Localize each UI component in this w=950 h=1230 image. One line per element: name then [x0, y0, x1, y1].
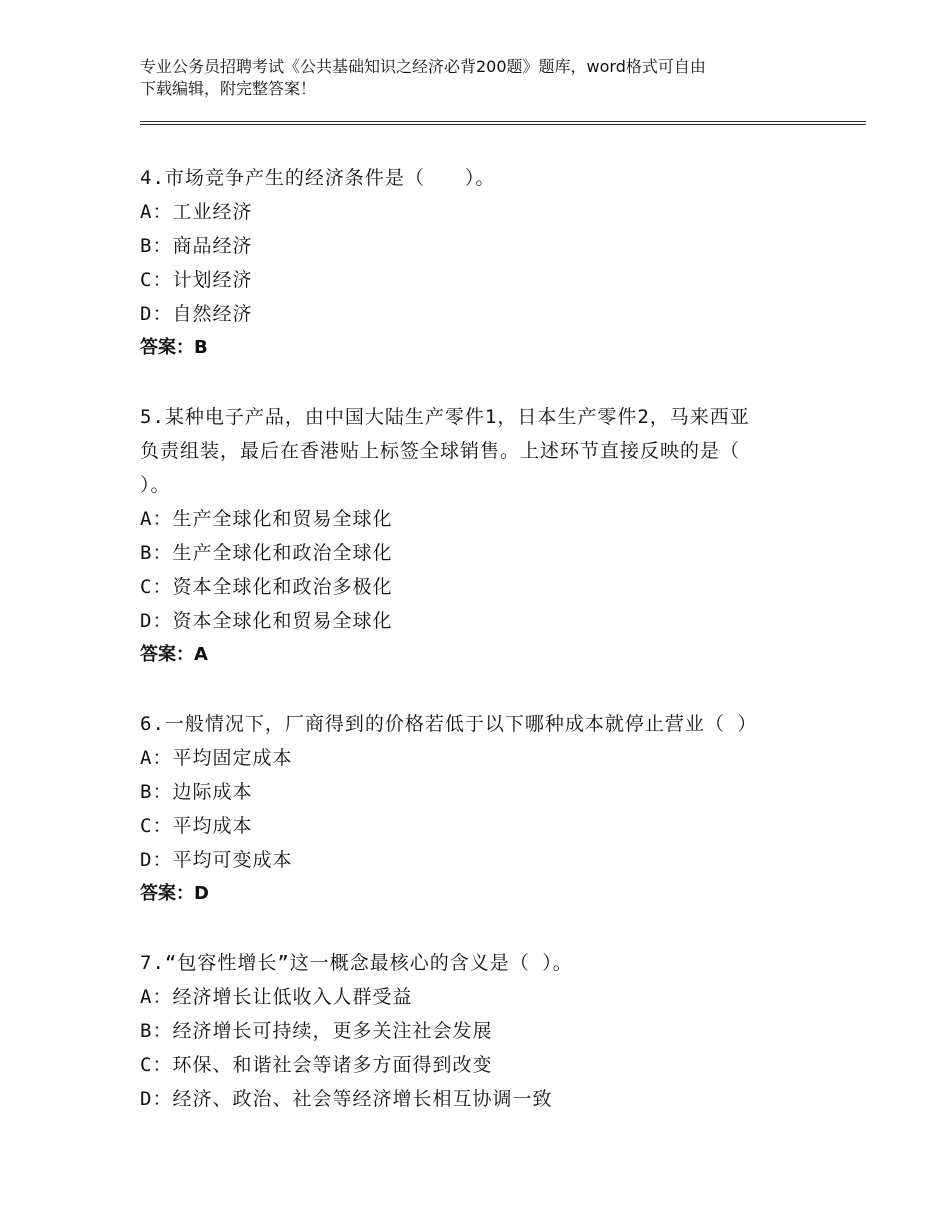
- header-divider-top: [140, 121, 866, 122]
- header-line-1: 专业公务员招聘考试《公共基础知识之经济必背200题》题库，word格式可自由: [140, 57, 706, 76]
- option-b: B：商品经济: [140, 235, 253, 257]
- option-d: D：资本全球化和贸易全球化: [140, 610, 393, 632]
- question-4: [140, 161, 820, 365]
- header-line-2: 下载编辑，附完整答案！: [140, 79, 317, 98]
- option-b: B：边际成本: [140, 781, 253, 803]
- question-stem: 7.“包容性增长”这一概念最核心的含义是（ ）。: [140, 952, 573, 974]
- option-d: D：经济、政治、社会等经济增长相互协调一致: [140, 1088, 553, 1110]
- option-c: C：计划经济: [140, 269, 253, 291]
- option-d: D：自然经济: [140, 303, 253, 325]
- option-d: D：平均可变成本: [140, 849, 293, 871]
- option-a: A：经济增长让低收入人群受益: [140, 986, 413, 1008]
- option-b: B：生产全球化和政治全球化: [140, 542, 393, 564]
- answer-label: 答案：A: [140, 644, 208, 665]
- answer-label: 答案：B: [140, 337, 208, 358]
- question-5: [140, 400, 820, 672]
- option-a: A：平均固定成本: [140, 747, 293, 769]
- question-7: [140, 946, 820, 1116]
- question-stem: 5.某种电子产品，由中国大陆生产零件1，日本生产零件2，马来西亚: [140, 406, 750, 428]
- answer-label: 答案：D: [140, 883, 209, 904]
- option-a: A：工业经济: [140, 201, 253, 223]
- question-stem: ）。: [140, 474, 171, 496]
- question-stem: 4.市场竞争产生的经济条件是（ ）。: [140, 167, 496, 189]
- option-b: B：经济增长可持续，更多关注社会发展: [140, 1020, 493, 1042]
- question-stem: 6.一般情况下，厂商得到的价格若低于以下哪种成本就停止营业（ ）: [140, 713, 758, 735]
- option-c: C：平均成本: [140, 815, 253, 837]
- question-6: [140, 707, 820, 911]
- option-a: A：生产全球化和贸易全球化: [140, 508, 393, 530]
- document-header: [140, 56, 820, 100]
- option-c: C：资本全球化和政治多极化: [140, 576, 393, 598]
- header-divider-bottom: [140, 124, 866, 125]
- question-stem: 负责组装，最后在香港贴上标签全球销售。上述环节直接反映的是（: [140, 440, 741, 462]
- option-c: C：环保、和谐社会等诸多方面得到改变: [140, 1054, 493, 1076]
